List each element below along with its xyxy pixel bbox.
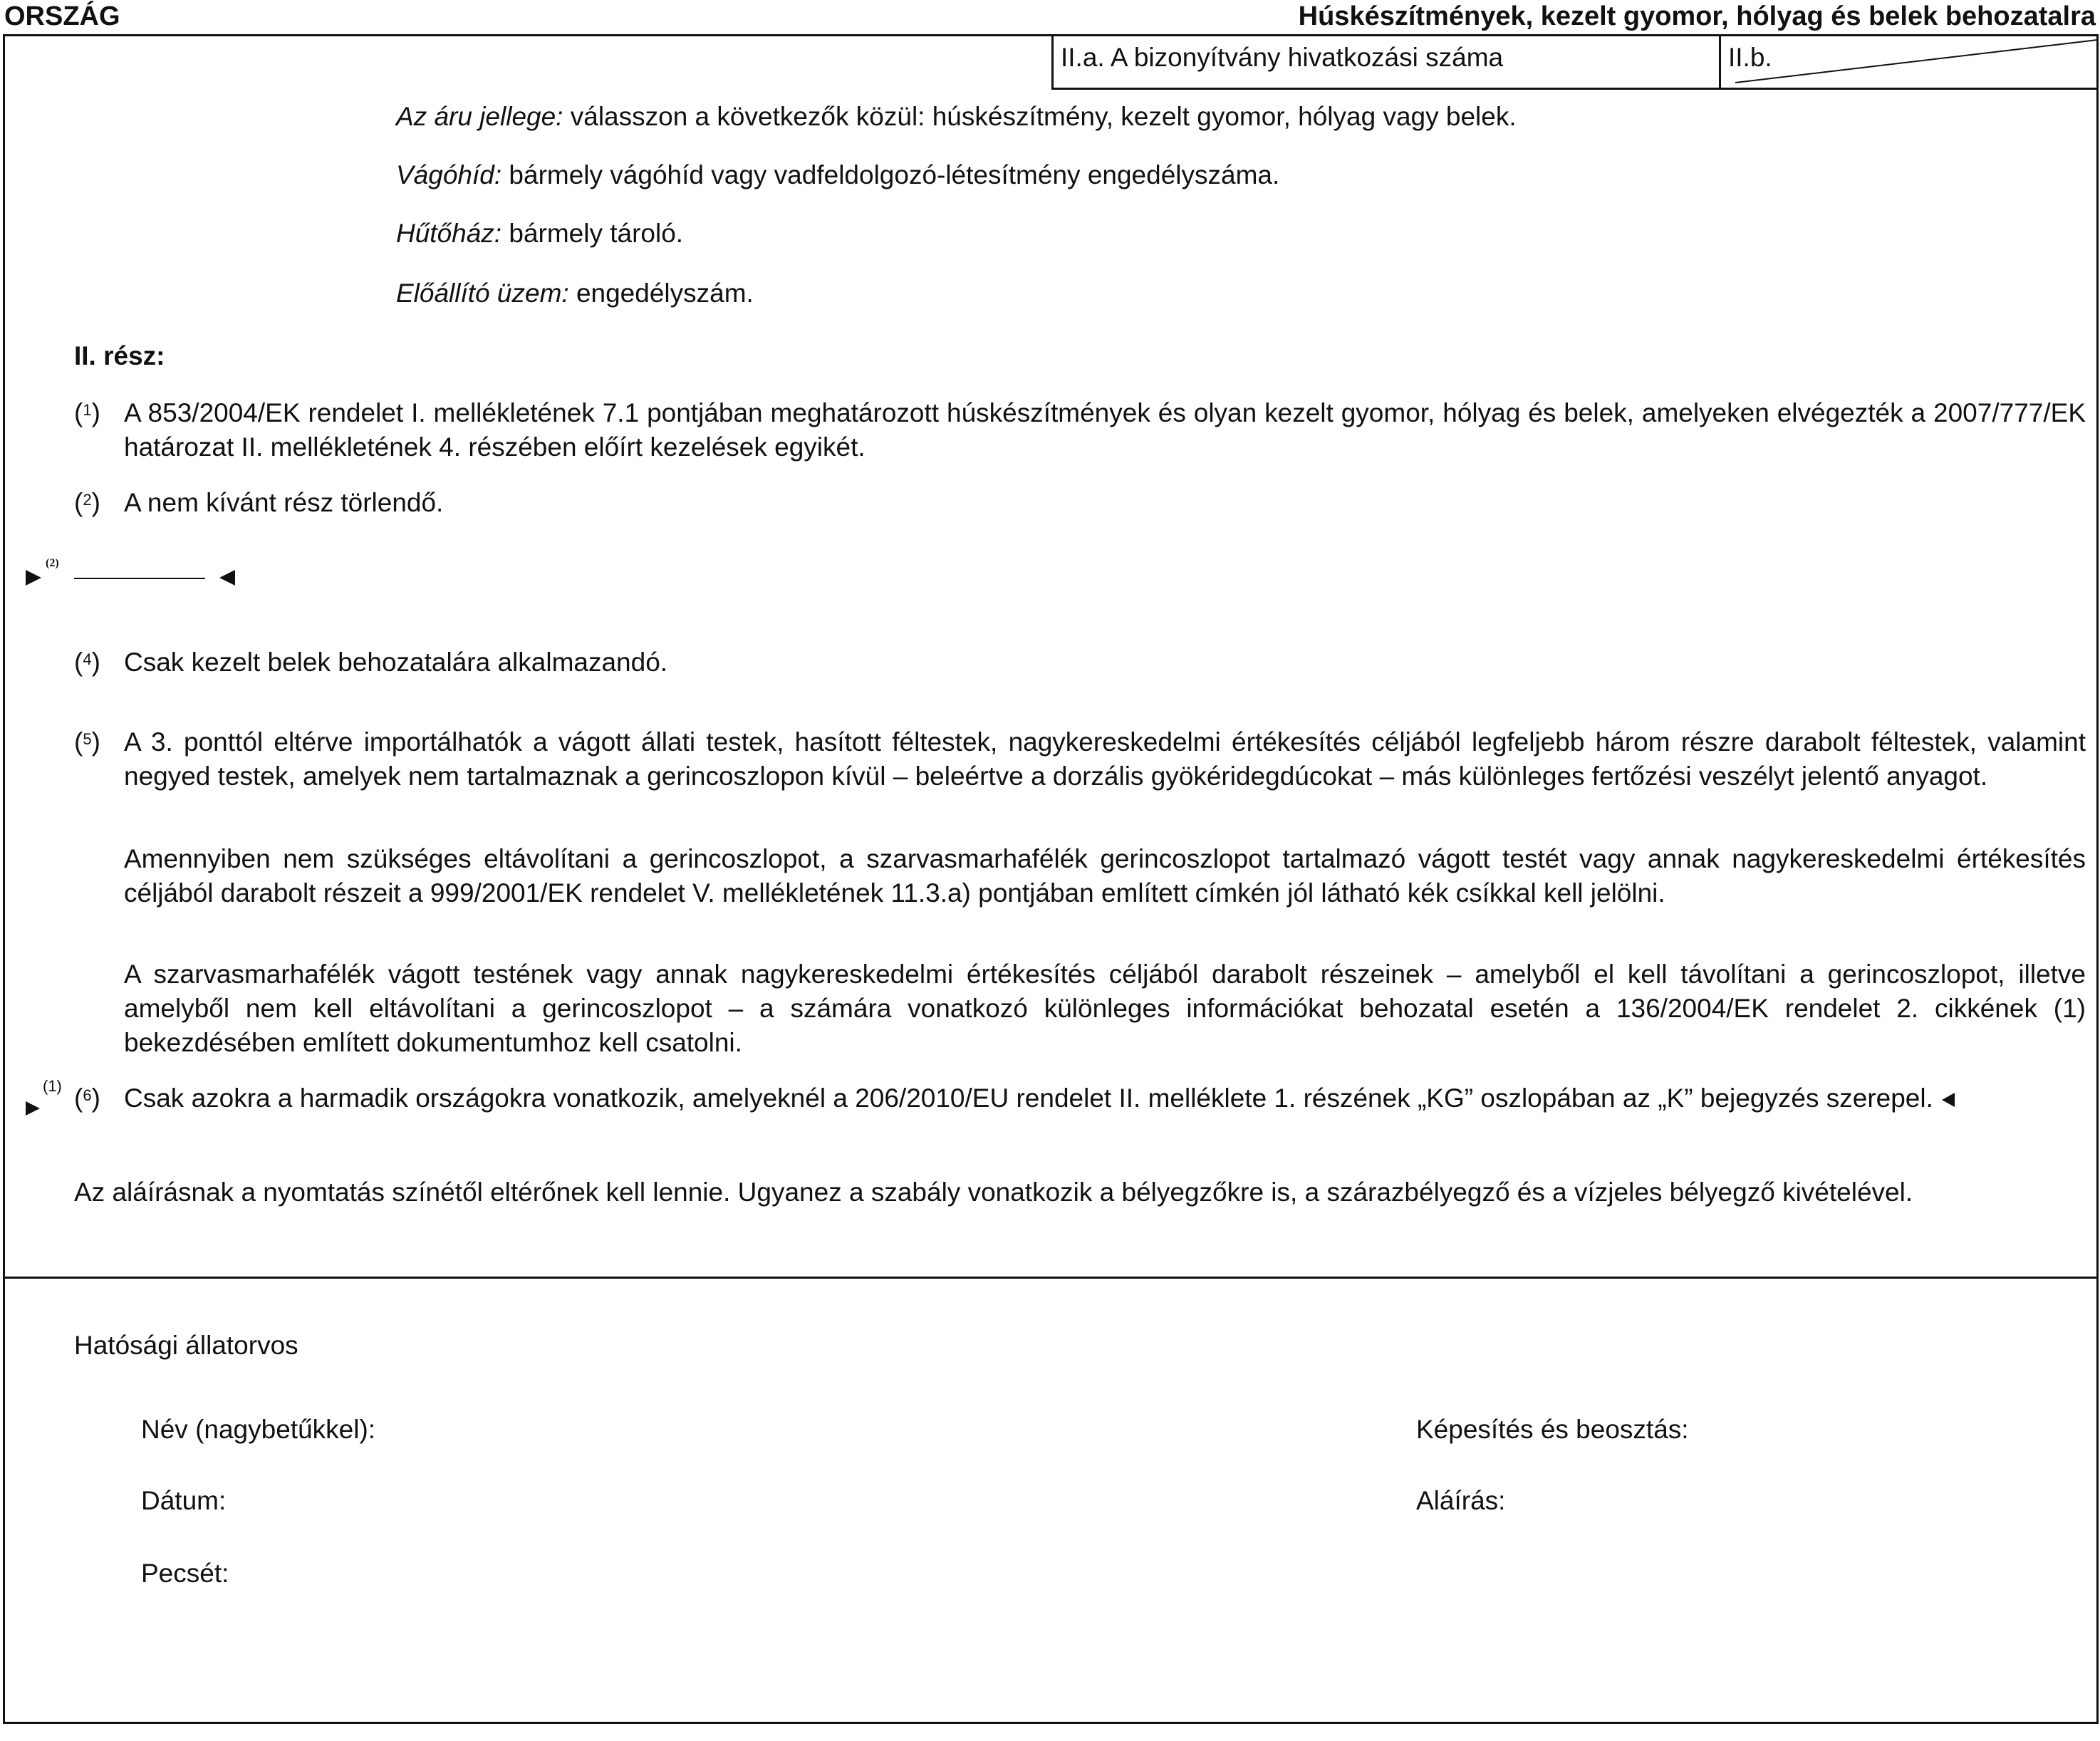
official-veterinarian-title: Hatósági állatorvos <box>74 1331 298 1360</box>
reference-number-label: II.a. A bizonyítvány hivatkozási száma <box>1061 43 1504 72</box>
section-divider <box>3 1277 2099 1279</box>
amendment-marker-ref: (1) <box>43 1077 62 1095</box>
slaughterhouse-text: bármely vágóhíd vagy vadfeldolgozó-létesítmény engedélyszáma. <box>501 160 1280 189</box>
amendment-end-arrow-icon <box>1940 1091 1956 1108</box>
footnote-1-ref: ($^1$) <box>74 398 100 427</box>
signature-colour-note: Az aláírásnak a nyomtatás színétől eltérőnek kell lennie. Ugyanez a szabály vonatkozik a bélyegzőkre is, a szárazbélyegző és a vízjeles bélyegző kivételével. <box>74 1178 1913 1207</box>
iib-label: II.b. <box>1728 43 1772 72</box>
footnote-5-paragraph-2: Amennyiben nem szükséges eltávolítani a gerincoszlopot, a szarvasmarhafélék gerincoszlopot tartalmazó vágott testét vagy annak nagykereskedelmi értékesítés céljából darabolt részeit a 999/2001/EK rendelet V. mellékletének 11.3.a) pontjában említett címkén jól látható kék csíkkal kell jelölni. <box>124 844 2086 908</box>
processing-plant-term: Előállító üzem: <box>396 279 569 308</box>
cold-store-text: bármely tároló. <box>501 219 684 248</box>
intro-slaughterhouse <box>396 158 1279 192</box>
footnote-6-body: Csak azokra a harmadik országokra vonatkozik, amelyeknél a 206/2010/EU rendelet II. melléklete 1. részének „KG” oszlopában az „K” bejegyzés szerepel. <box>124 1083 1933 1113</box>
certificate-title: Húskészítmények, kezelt gyomor, hólyag és belek behozatalra <box>1298 1 2096 31</box>
deleted-text-line <box>74 578 205 579</box>
footnote-2-ref: ($^2$) <box>74 488 100 517</box>
footnote-4-ref: ($^4$) <box>74 648 100 677</box>
footnote-2-text: A nem kívánt rész törlendő. <box>124 488 444 517</box>
intro-goods-type <box>396 100 1517 134</box>
intro-processing-plant <box>396 276 754 311</box>
intro-cold-store <box>396 217 683 251</box>
footnote-5-ref: ($^5$) <box>74 727 100 757</box>
insert-start-arrow-icon <box>24 568 43 587</box>
footnote-6-ref: ($^6$) <box>74 1083 100 1113</box>
insert-end-arrow-icon <box>218 568 236 587</box>
date-field-label[interactable]: Dátum: <box>141 1486 227 1515</box>
country-header: ORSZÁG <box>4 1 120 31</box>
qualification-field-label[interactable]: Képesítés és beosztás: <box>1416 1415 1689 1444</box>
footnote-4-text: Csak kezelt belek behozatalára alkalmazandó. <box>124 648 668 677</box>
stamp-field-label[interactable]: Pecsét: <box>141 1559 229 1588</box>
name-field-label[interactable]: Név (nagybetűkkel): <box>141 1415 376 1444</box>
footnote-5-paragraph-3: A szarvasmarhafélék vágott testének vagy annak nagykereskedelmi értékesítés céljából darabolt részeinek – amelyből el kell távolítani a gerincoszlopot, illetve amelyből nem kell eltávolítani a gerincoszlopot – a számára vonatkozó különleges információkat behozatal esetén a 136/2004/EK rendelet 2. cikkének (1) bekezdésében említett dokumentumhoz kell csatolni. <box>124 960 2086 1057</box>
signature-field-label[interactable]: Aláírás: <box>1416 1486 1506 1515</box>
processing-plant-text: engedélyszám. <box>568 279 754 308</box>
footnote-1-text: A 853/2004/EK rendelet I. mellékletének 7.1 pontjában meghatározott húskészítmények és olyan kezelt gyomor, hólyag és belek, amelyeken elvégezték a 2007/777/EK határozat II. mellékletének 4. részében előírt kezelések egyikét. <box>124 398 2086 462</box>
part-label: II. rész: <box>74 341 165 370</box>
diagonal-strike-line <box>1721 34 2099 88</box>
cold-store-term: Hűtőház: <box>396 219 502 248</box>
goods-type-text: válasszon a következők közül: húskészítmény, kezelt gyomor, hólyag vagy belek. <box>563 102 1517 131</box>
amendment-start-arrow-icon <box>24 1100 41 1117</box>
slaughterhouse-term: Vágóhíd: <box>396 160 502 189</box>
footnote-6-text <box>124 1081 2086 1116</box>
footnote-5-paragraph-1: A 3. ponttól eltérve importálhatók a vágott állati testek, hasított féltestek, nagykereskedelmi értékesítés céljából legfeljebb három részre darabolt féltestek, valamint negyed testek, amelyek nem tartalmaznak a gerincoszlopon kívül – beleértve a dorzális gyökéridegdúcokat – más különleges fertőzési veszélyt jelentő anyagot. <box>124 727 2086 791</box>
reference-cell-iib[interactable] <box>1719 34 2099 90</box>
reference-cell-iia <box>1051 34 1721 90</box>
deleted-marker-ref: (2) <box>46 557 59 569</box>
goods-type-term: Az áru jellege: <box>396 102 563 131</box>
